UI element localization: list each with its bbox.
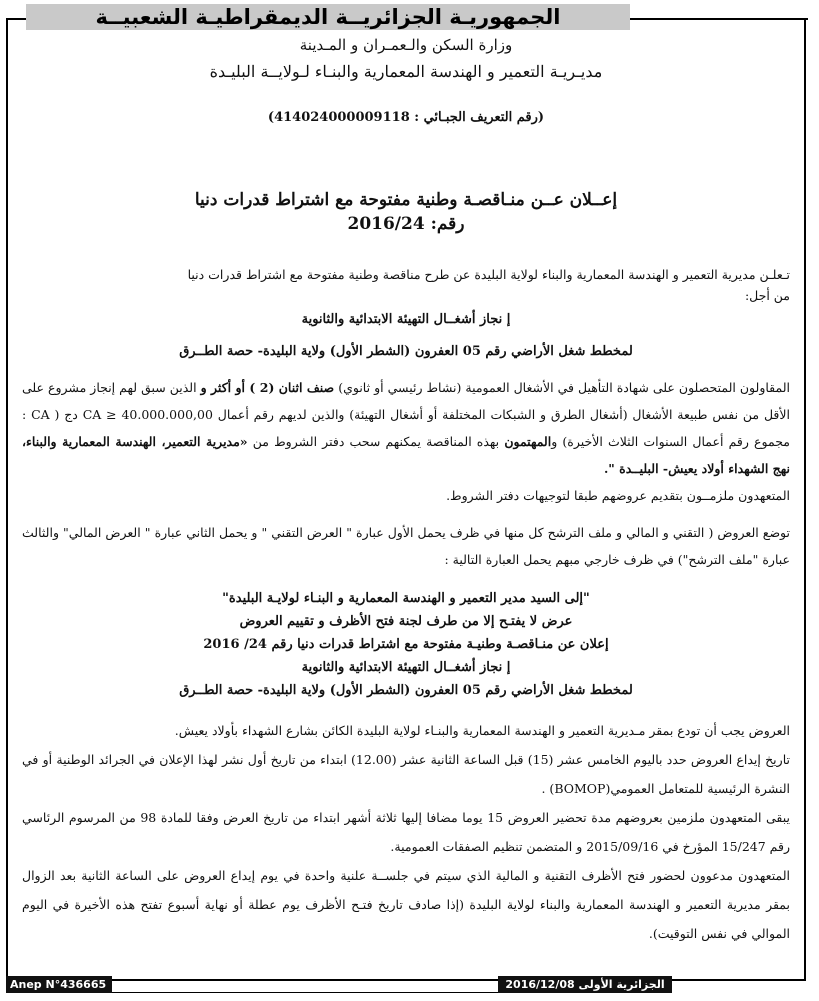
eligibility-category: صنف اثنان (2 ) أو أكثر و: [200, 380, 335, 395]
eligibility-text-1: المقاولون المتحصلون على شهادة التأهيل في الأشغال العمومية (نشاط رئيسي أو ثانوي): [338, 380, 790, 395]
envelope-line-5: لمخطط شغل الأراضي رقم 05 العفرون (الشطر الأول) ولاية البليدة- حصة الطــرق: [179, 683, 633, 698]
envelope-line-4: إ نجاز أشغــال التهيئة الابتدائية والثانوية: [301, 660, 511, 675]
notice-content: [22, 34, 790, 948]
republic-title: الجمهوريـة الجزائريــة الديمقراطيـة الشعبيــة: [95, 5, 561, 29]
directorate-name: مديـريـة التعمير و الهندسة المعمارية والبنـاء لـولايــة البليـدة: [209, 62, 603, 81]
envelope-line-3: إعلان عن منـاقصـة وطنيـة مفتوحة مع اشتراط قدرات دنيا رقم 24/ 2016: [203, 637, 609, 652]
notice-title: إعــلان عــن منـاقصـة وطنية مفتوحة مع اشتراط قدرات دنيا: [194, 190, 618, 210]
notice-number: رقم: 2016/24: [347, 214, 465, 234]
intro-paragraph: تـعلـن مديرية التعمير و الهندسة المعمارية والبناء لولاية البليدة عن طرح مناقصة وطنية مفتوحة مع اشتراط قدرات دنيا: [187, 267, 790, 282]
eligibility-paragraph: [22, 374, 790, 509]
tax-id: (رقم التعريف الجبـائي : 414024000009118): [267, 110, 545, 125]
eligibility-text-3: بهذه المناقصة يمكنهم سحب دفتر الشروط من: [252, 434, 500, 449]
header-banner: [26, 4, 630, 30]
envelope-block: [22, 587, 790, 702]
closing-section: [22, 716, 790, 948]
for-label: من أجل:: [744, 288, 790, 303]
closing-deposit-location: العروض يجب أن تودع بمقر مـديرية التعمير و الهندسة المعمارية والبنـاء لولاية البليدة الكائن بشارع الشهداء بأولاد يعيش.: [174, 723, 790, 738]
eligibility-address: «مديرية التعمير، الهندسة المعمارية والبناء، نهج الشهداء أولاد يعيش- البليــدة ".: [22, 434, 790, 476]
publication-date: الجزائرية الأولى 2016/12/08: [498, 976, 672, 993]
object-line-1: إ نجاز أشغــال التهيئة الابتدائية والثانوية: [301, 312, 511, 327]
closing-deposit-date: تاريخ إيداع العروض حدد باليوم الخامس عشر (15) قبل الساعة الثانية عشر (12.00) ابتداء من تاريخ أول نشر لهذا الإعلان في الجرائد الوطنية أو في النشرة الرئيسية للمتعامل العمومي(BOMOP) .: [22, 752, 790, 796]
object-line-2: لمخطط شغل الأراضي رقم 05 العفرون (الشطر الأول) ولاية البليدة- حصة الطــرق: [179, 344, 633, 359]
eligibility-interested: المهتمون: [504, 434, 552, 449]
anep-reference: Anep N°436665: [6, 976, 112, 993]
closing-opening: المتعهدون مدعوون لحضور فتح الأظرف التقنية و المالية الذي سيتم في جلســة علنية واحدة في يوم إيداع العروض على الساعة الثانية بعد الزوال بمقر مديرية التعمير و الهندسة المعمارية والبناء لولاية البليدة (إذا صادف تاريخ فتـح الأظرف يوم عطلة أو نهاية أسبوع تفتح هذه الأخيرة في اليوم الموالي في نفس التوقيت).: [22, 868, 790, 941]
footer-rule: [112, 992, 498, 993]
envelope-line-2: عرض لا يفتـح إلا من طرف لجنة فتح الأظرف و تقييم العروض: [239, 614, 573, 629]
eligibility-text-2: الذين سبق لهم إنجاز مشروع على الأقل من نفس طبيعة الأشغال (أشغال الطرق و الشبكات المختلفة أو أشغال التهيئة) والذين لديهم رقم أعمال CA ≥ 40.000.000,00 دج ( CA : مجموع رقم أعمال السنوات الثلاث الأخيرة) و: [22, 380, 791, 449]
submission-paragraph: توضع العروض ( التقني و المالي و ملف الترشح كل منها في ظرف يحمل الأول عبارة " العرض التقني " و يحمل الثاني عبارة " العرض المالي" والثالث عبارة "ملف الترشح") في ظرف خارجي مبهم يحمل العبارة التالية :: [22, 525, 790, 567]
envelope-line-1: "إلى السيد مدير التعمير و الهندسة المعمارية و البنـاء لولايـة البليدة": [222, 591, 590, 606]
eligibility-commitment: المتعهدون ملزمــون بتقديم عروضهم طبقا لتوجيهات دفتر الشروط.: [446, 488, 790, 503]
ministry-name: وزارة السكن والـعمـران و المـدينة: [299, 36, 513, 54]
closing-validity: يبقى المتعهدون ملزمين بعروضهم مدة تحضير العروض 15 يوما مضافا إليها ثلاثة أشهر ابتداء من تاريخ العرض وفقا للمادة 98 من المرسوم الرئاسي رقم 15/247 المؤرخ في 2015/09/16 و المتضمن تنظيم الصفقات العمومية.: [22, 810, 790, 854]
